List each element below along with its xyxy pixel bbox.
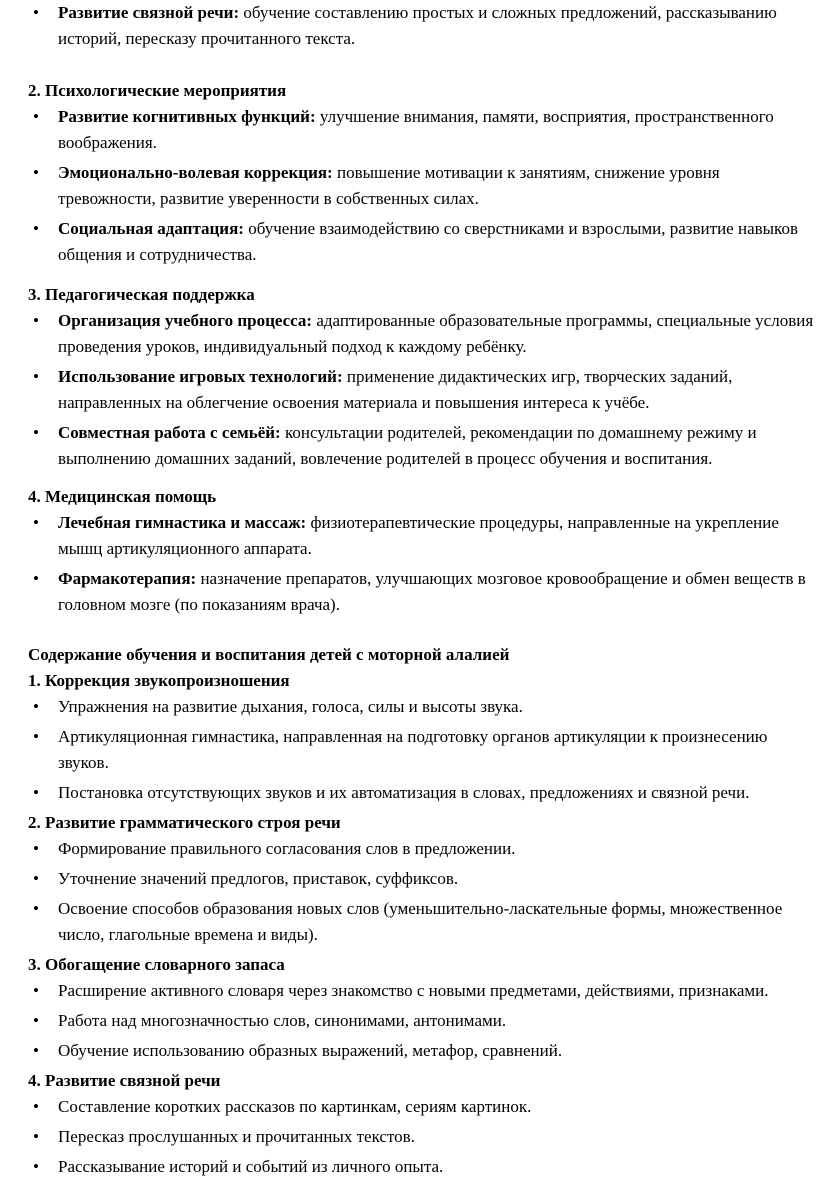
section-pedagogical [28,282,816,476]
list-item: • Уточнение значений предлогов, приставок, суффиксов. [28,866,816,892]
list-item [28,160,816,212]
bullet-list [28,104,816,268]
subsection-heading: 1. Коррекция звукопроизношения [28,671,290,690]
list-item [28,216,816,268]
section-heading: 4. Медицинская помощь [28,487,217,506]
list-item: • Расширение активного словаря через знакомство с новыми предметами, действиями, признаками. [28,978,816,1004]
item-term: Совместная работа с семьёй: [58,423,281,442]
item-term: Организация учебного процесса: [58,311,313,330]
item-text: применение дидактических игр, творческих заданий, направленных на облегчение освоения материала и повышения интереса к учёбе. [58,367,733,412]
list-item: • Упражнения на развитие дыхания, голоса, силы и высоты звука. [28,694,816,720]
list-item [28,420,816,472]
list-item [28,308,816,360]
bullet-list [28,694,816,806]
section-heading: 3. Педагогическая поддержка [28,285,255,304]
bullet-list [28,0,816,52]
item-text: адаптированные образовательные программы, специальные условия проведения уроков, индивидуальный подход к каждому ребёнку. [58,311,814,356]
list-item: • Артикуляционная гимнастика, направленная на подготовку органов артикуляции к произнесению звуков. [28,724,816,776]
item-term: Эмоционально-волевая коррекция: [58,163,333,182]
section-psychological [28,78,816,272]
item-text: обучение составлению простых и сложных предложений, рассказыванию историй, пересказу прочитанного текста. [58,3,777,48]
subsection-heading: 2. Развитие грамматического строя речи [28,813,341,832]
item-text: назначение препаратов, улучшающих мозговое кровообращение и обмен веществ в головном мозге (по показаниям врача). [58,569,806,614]
list-item [28,566,816,618]
bullet-list [28,308,816,472]
item-term: Развитие связной речи: [58,3,240,22]
item-text: консультации родителей, рекомендации по домашнему режиму и выполнению домашних заданий, вовлечение родителей в процесс обучения и воспитания. [58,423,757,468]
bullet-list [28,836,816,948]
subsection-heading: 3. Обогащение словарного запаса [28,955,285,974]
item-term: Социальная адаптация: [58,219,244,238]
item-text: физиотерапевтические процедуры, направленные на укрепление мышц артикуляционного аппарата. [58,513,779,558]
list-item: • Постановка отсутствующих звуков и их автоматизация в словах, предложениях и связной речи. [28,780,816,806]
section-medical [28,484,816,622]
list-item: • Пересказ прослушанных и прочитанных текстов. [28,1124,816,1150]
item-term: Лечебная гимнастика и массаж: [58,513,307,532]
bullet-list [28,1094,816,1180]
list-item [28,104,816,156]
item-text: повышение мотивации к занятиям, снижение уровня тревожности, развитие уверенности в собственных силах. [58,163,720,208]
section-heading: 2. Психологические мероприятия [28,81,287,100]
item-term: Использование игровых технологий: [58,367,343,386]
list-item: • Рассказывание историй и событий из личного опыта. [28,1154,816,1180]
subsection-heading: 4. Развитие связной речи [28,1071,221,1090]
item-text: обучение взаимодействию со сверстниками и взрослыми, развитие навыков общения и сотрудничества. [58,219,798,264]
list-item: • Обучение использованию образных выражений, метафор, сравнений. [28,1038,816,1064]
list-item [28,0,816,52]
document-subtitle: Содержание обучения и воспитания детей с моторной алалией [28,645,510,664]
item-term: Фармакотерапия: [58,569,197,588]
section-content [28,642,816,1184]
section-intervention-continued [28,0,816,56]
list-item: • Работа над многозначностью слов, синонимами, антонимами. [28,1008,816,1034]
list-item: • Формирование правильного согласования слов в предложении. [28,836,816,862]
list-item: • Составление коротких рассказов по картинкам, сериям картинок. [28,1094,816,1120]
bullet-list [28,978,816,1064]
bullet-list [28,510,816,618]
list-item [28,364,816,416]
item-term: Развитие когнитивных функций: [58,107,316,126]
list-item: • Освоение способов образования новых слов (уменьшительно-ласкательные формы, множественное число, глагольные времена и виды). [28,896,816,948]
item-text: улучшение внимания, памяти, восприятия, пространственного воображения. [58,107,774,152]
list-item [28,510,816,562]
